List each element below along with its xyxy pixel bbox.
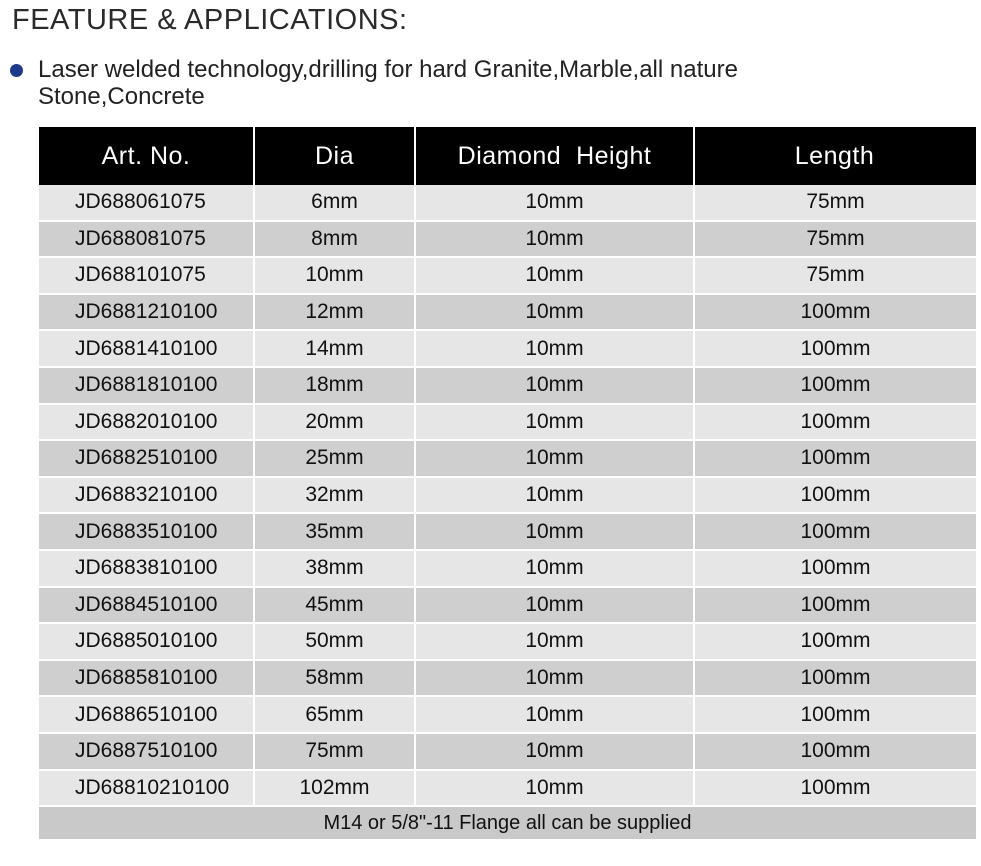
length-cell: 100mm — [695, 697, 976, 734]
dia-cell: 14mm — [255, 331, 416, 368]
dia-cell: 58mm — [255, 661, 416, 698]
art-no-cell: JD6887510100 — [39, 734, 255, 771]
length-cell: 100mm — [695, 588, 976, 625]
art-no-cell: JD6883510100 — [39, 514, 255, 551]
column-header-length: Length — [695, 127, 976, 185]
art-no-cell: JD6882010100 — [39, 405, 255, 442]
flange-note: M14 or 5/8"-11 Flange all can be supplied — [39, 807, 976, 841]
diamond-height-cell: 10mm — [416, 624, 695, 661]
art-no-cell: JD6881410100 — [39, 331, 255, 368]
art-no-cell: JD6883210100 — [39, 478, 255, 515]
table-row — [39, 588, 976, 625]
table-header-row — [39, 127, 976, 185]
length-cell: 100mm — [695, 441, 976, 478]
diamond-height-cell: 10mm — [416, 368, 695, 405]
diamond-height-cell: 10mm — [416, 295, 695, 332]
dia-cell: 18mm — [255, 368, 416, 405]
table-row — [39, 405, 976, 442]
table-row — [39, 661, 976, 698]
art-no-cell: JD6885010100 — [39, 624, 255, 661]
dia-cell: 25mm — [255, 441, 416, 478]
table-row — [39, 624, 976, 661]
length-cell: 75mm — [695, 258, 976, 295]
art-no-cell: JD6882510100 — [39, 441, 255, 478]
art-no-cell: JD688101075 — [39, 258, 255, 295]
spec-table-container — [39, 127, 976, 841]
table-footer-row — [39, 807, 976, 841]
table-row — [39, 222, 976, 259]
table-row — [39, 258, 976, 295]
page-heading: FEATURE & APPLICATIONS: — [12, 4, 408, 36]
length-cell: 100mm — [695, 514, 976, 551]
diamond-height-cell: 10mm — [416, 405, 695, 442]
diamond-height-cell: 10mm — [416, 697, 695, 734]
diamond-height-cell: 10mm — [416, 185, 695, 222]
length-cell: 100mm — [695, 771, 976, 808]
table-row — [39, 295, 976, 332]
table-row — [39, 368, 976, 405]
table-row — [39, 697, 976, 734]
dia-cell: 20mm — [255, 405, 416, 442]
art-no-cell: JD6886510100 — [39, 697, 255, 734]
dia-cell: 32mm — [255, 478, 416, 515]
table-row — [39, 331, 976, 368]
column-header-diamond-height: Diamond Height — [416, 127, 695, 185]
dia-cell: 10mm — [255, 258, 416, 295]
art-no-cell: JD68810210100 — [39, 771, 255, 808]
spec-table — [39, 127, 976, 841]
table-row — [39, 551, 976, 588]
art-no-cell: JD6881210100 — [39, 295, 255, 332]
table-row — [39, 478, 976, 515]
length-cell: 100mm — [695, 624, 976, 661]
diamond-height-cell: 10mm — [416, 331, 695, 368]
table-row — [39, 771, 976, 808]
dia-cell: 8mm — [255, 222, 416, 259]
length-cell: 100mm — [695, 295, 976, 332]
feature-text: Laser welded technology,drilling for hard Granite,Marble,all nature Stone,Concrete — [38, 56, 738, 110]
length-cell: 100mm — [695, 478, 976, 515]
diamond-height-cell: 10mm — [416, 588, 695, 625]
diamond-height-cell: 10mm — [416, 661, 695, 698]
dia-cell: 102mm — [255, 771, 416, 808]
dia-cell: 6mm — [255, 185, 416, 222]
dia-cell: 75mm — [255, 734, 416, 771]
table-row — [39, 185, 976, 222]
dia-cell: 50mm — [255, 624, 416, 661]
length-cell: 100mm — [695, 368, 976, 405]
diamond-height-cell: 10mm — [416, 551, 695, 588]
dia-cell: 12mm — [255, 295, 416, 332]
art-no-cell: JD688061075 — [39, 185, 255, 222]
art-no-cell: JD6881810100 — [39, 368, 255, 405]
length-cell: 100mm — [695, 734, 976, 771]
art-no-cell: JD6884510100 — [39, 588, 255, 625]
diamond-height-cell: 10mm — [416, 441, 695, 478]
diamond-height-cell: 10mm — [416, 734, 695, 771]
art-no-cell: JD688081075 — [39, 222, 255, 259]
length-cell: 100mm — [695, 551, 976, 588]
column-header-dia: Dia — [255, 127, 416, 185]
dia-cell: 38mm — [255, 551, 416, 588]
art-no-cell: JD6885810100 — [39, 661, 255, 698]
dia-cell: 35mm — [255, 514, 416, 551]
length-cell: 75mm — [695, 222, 976, 259]
length-cell: 75mm — [695, 185, 976, 222]
diamond-height-cell: 10mm — [416, 478, 695, 515]
dia-cell: 45mm — [255, 588, 416, 625]
diamond-height-cell: 10mm — [416, 514, 695, 551]
dia-cell: 65mm — [255, 697, 416, 734]
length-cell: 100mm — [695, 661, 976, 698]
length-cell: 100mm — [695, 331, 976, 368]
column-header-art-no: Art. No. — [39, 127, 255, 185]
table-row — [39, 734, 976, 771]
diamond-height-cell: 10mm — [416, 222, 695, 259]
table-row — [39, 514, 976, 551]
diamond-height-cell: 10mm — [416, 771, 695, 808]
bullet-dot-icon — [10, 64, 23, 77]
art-no-cell: JD6883810100 — [39, 551, 255, 588]
diamond-height-cell: 10mm — [416, 258, 695, 295]
table-row — [39, 441, 976, 478]
length-cell: 100mm — [695, 405, 976, 442]
